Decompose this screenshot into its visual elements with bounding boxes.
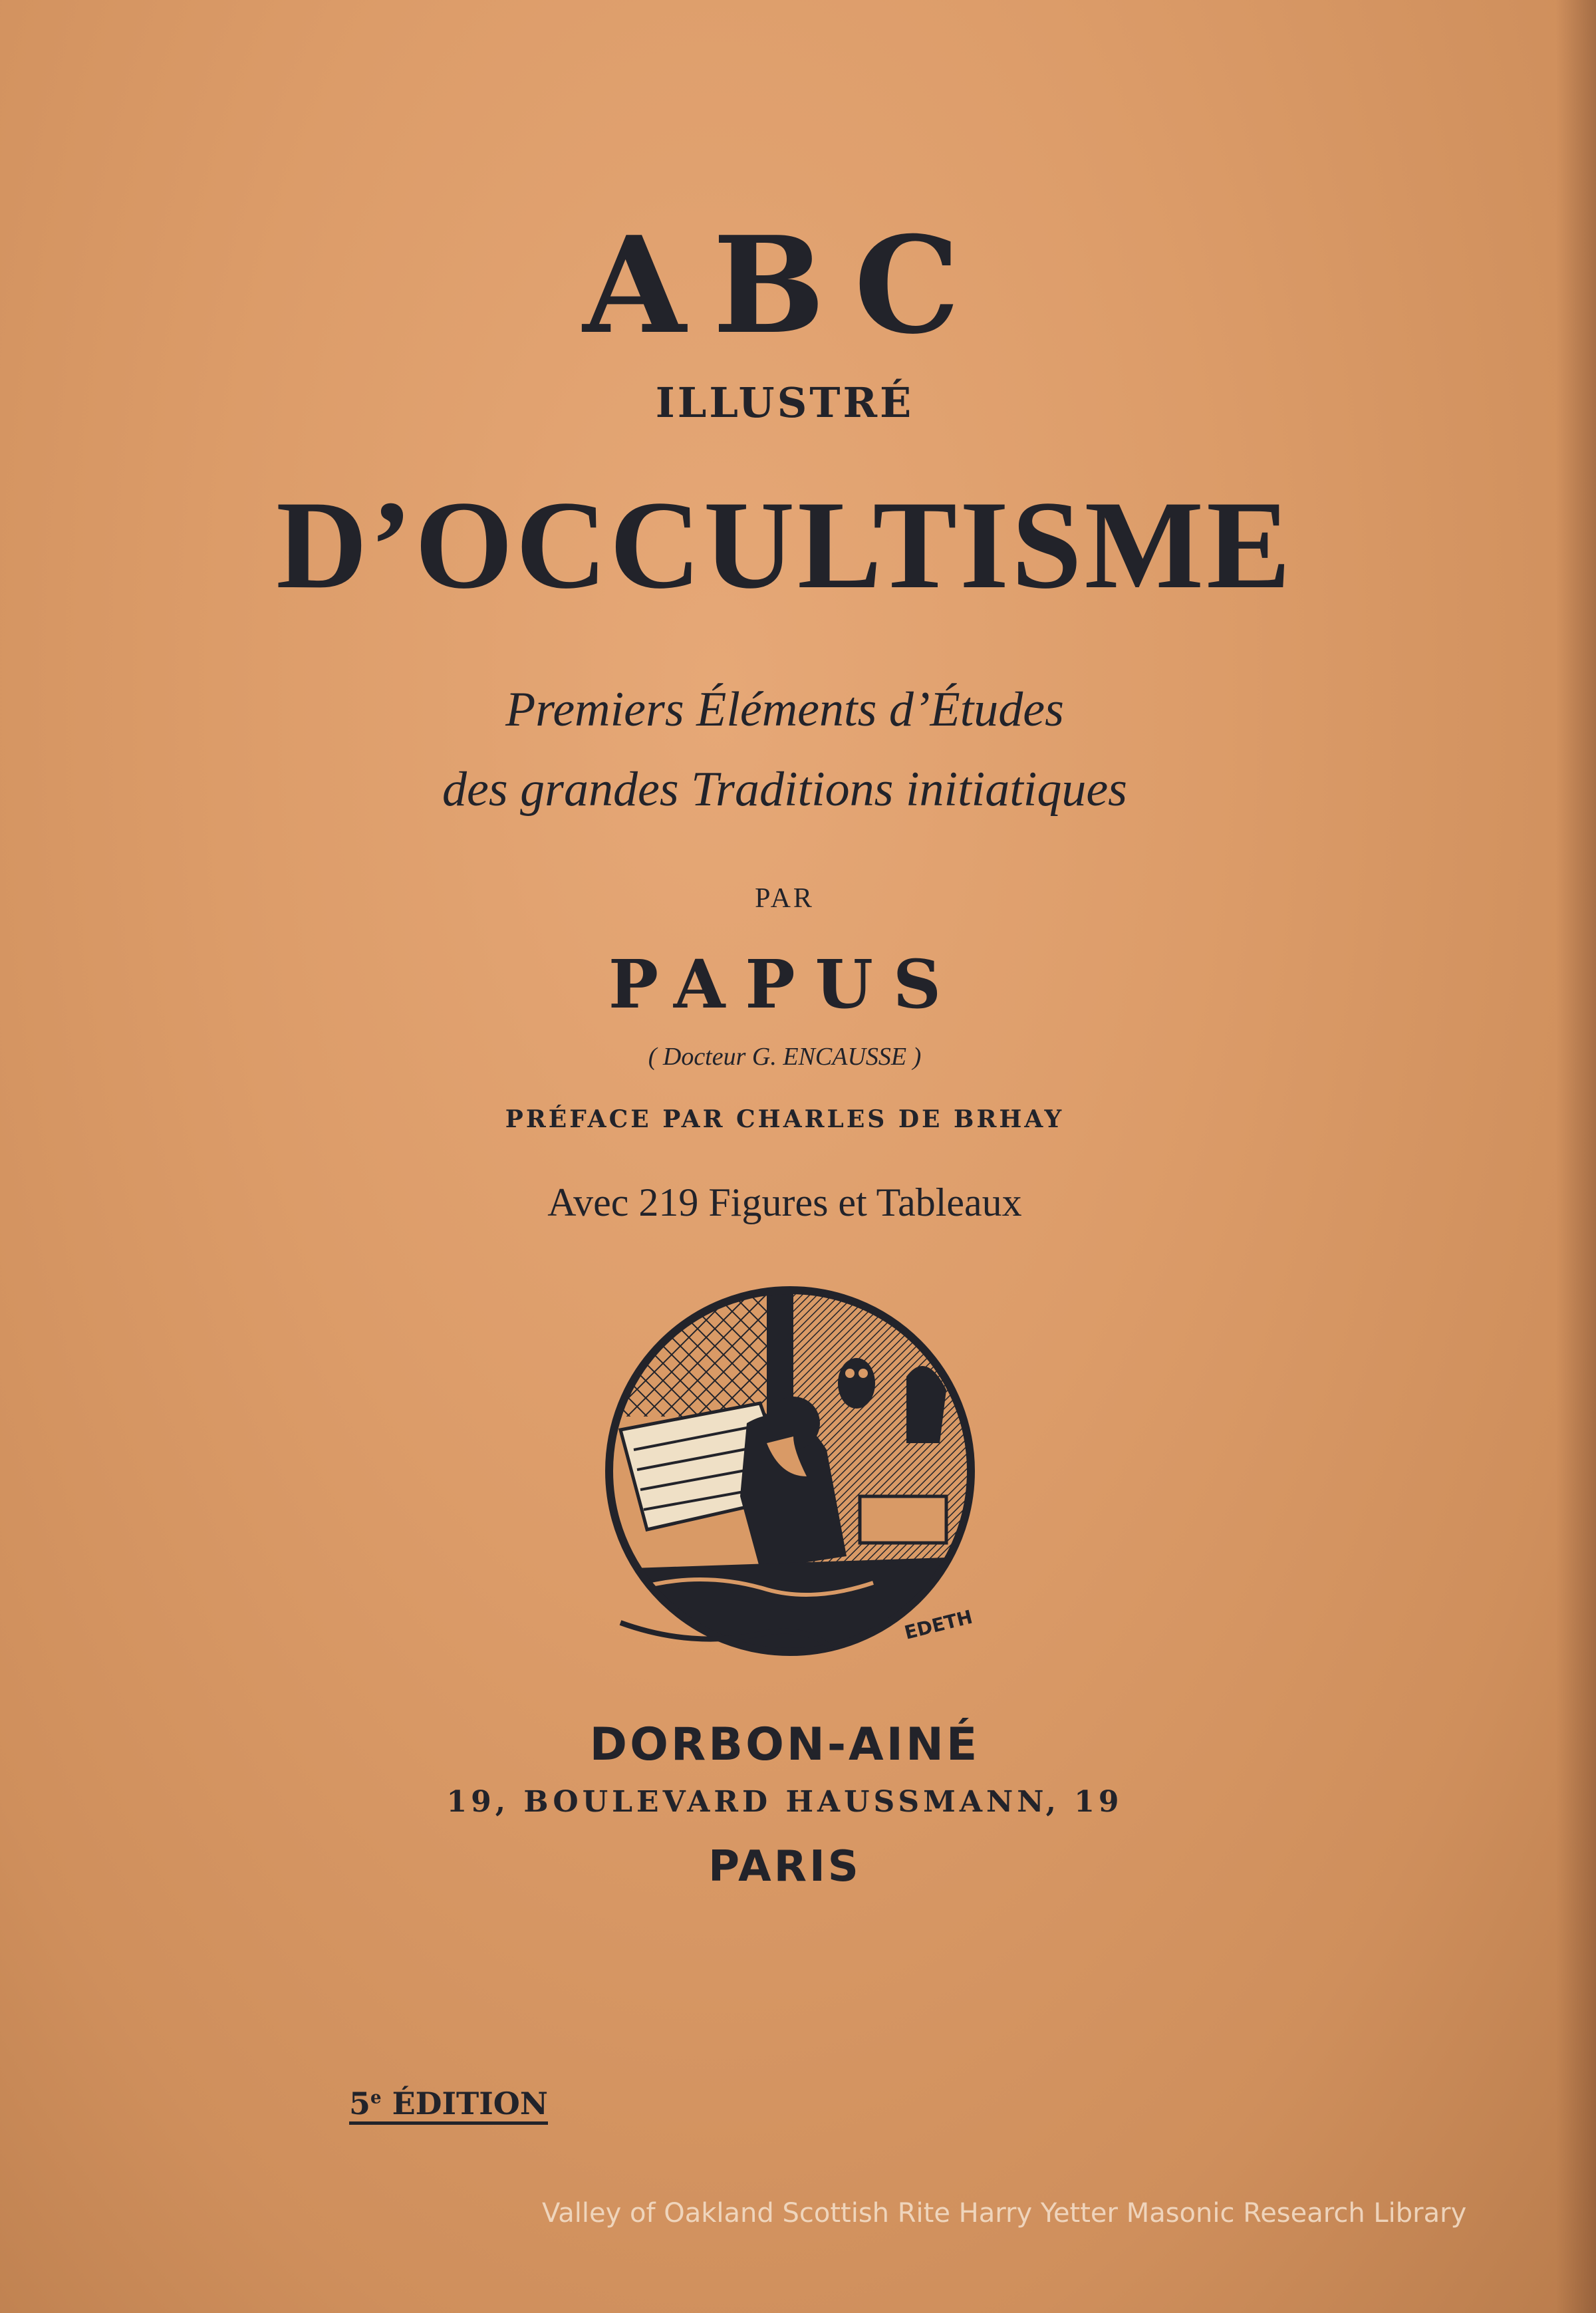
title-main: D’OCCULTISME — [276, 476, 1293, 615]
publisher-address: 19, BOULEVARD HAUSSMANN, 19 — [446, 1785, 1123, 1819]
scholar-vignette-illustration — [594, 1277, 986, 1676]
vignette-signature: EDETH — [902, 1605, 975, 1644]
subtitle-line1: Premiers Éléments d’Études — [505, 682, 1064, 737]
publisher-name: DORBON-AINÉ — [589, 1718, 980, 1771]
author-name: PAPUS — [608, 945, 962, 1023]
title-abc: ABC — [583, 207, 987, 364]
tablet — [860, 1496, 946, 1543]
subtitle-line2: des grandes Traditions initiatiques — [442, 762, 1127, 817]
edition-label — [349, 2088, 548, 2125]
edition-word: ÉDITION — [392, 2086, 548, 2121]
par-label: PAR — [755, 883, 815, 914]
owl-figure — [838, 1358, 875, 1409]
edition-suffix: e — [370, 2088, 382, 2108]
edition-number: 5 — [349, 2086, 371, 2121]
figures-note: Avec 219 Figures et Tableaux — [547, 1180, 1022, 1224]
publisher-city: PARIS — [708, 1842, 861, 1891]
title-illustre: ILLUSTRÉ — [655, 378, 914, 427]
author-real-name: ( Docteur G. ENCAUSSE ) — [648, 1043, 922, 1071]
window-lattice — [620, 1290, 773, 1417]
preface-credit: PRÉFACE PAR CHARLES DE BRHAY — [505, 1105, 1065, 1133]
library-watermark: Valley of Oakland Scottish Rite Harry Yetter Masonic Research Library — [542, 2198, 1467, 2229]
